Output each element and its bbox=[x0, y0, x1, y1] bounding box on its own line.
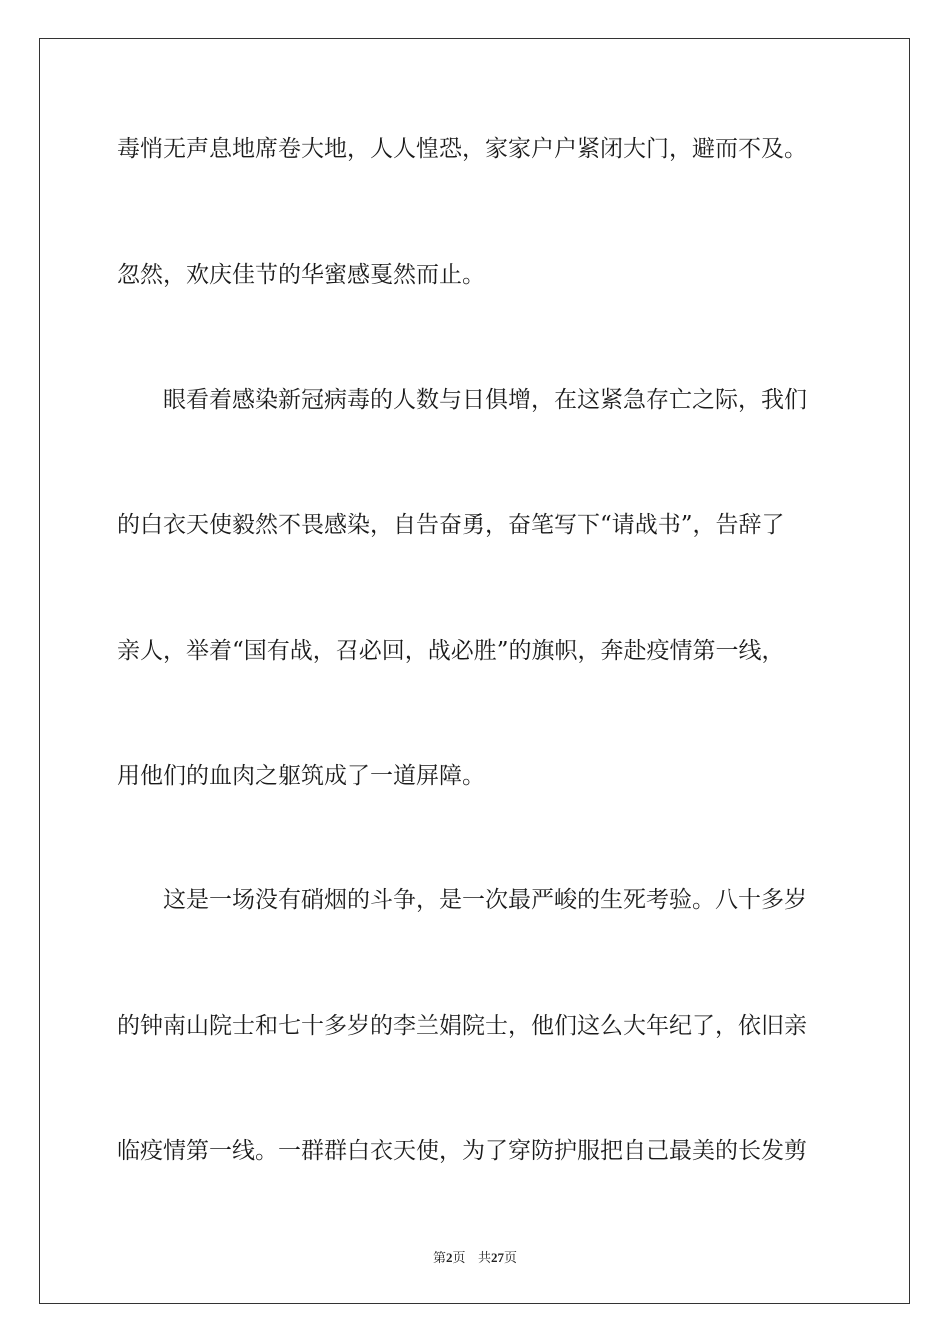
total-suffix: 页 bbox=[503, 1251, 517, 1266]
total-prefix: 共 bbox=[477, 1251, 491, 1266]
text-line: 眼看着感染新冠病毒的人数与日俱增，在这紧急存亡之际，我们 bbox=[117, 387, 807, 413]
text-line: 的钟南山院士和七十多岁的李兰娟院士，他们这么大年纪了，依旧亲 bbox=[117, 1013, 807, 1039]
text-line: 亲人，举着“国有战，召必回，战必胜”的旗帜，奔赴疫情第一线， bbox=[117, 638, 785, 664]
page-border bbox=[39, 38, 910, 1304]
text-line: 忽然，欢庆佳节的华蜜感戛然而止。 bbox=[117, 262, 485, 288]
text-line: 毒悄无声息地席卷大地，人人惶恐，家家户户紧闭大门，避而不及。 bbox=[117, 136, 807, 162]
text-line: 的白衣天使毅然不畏感染，自告奋勇，奋笔写下“请战书”，告辞了 bbox=[117, 512, 785, 538]
total-pages: 27 bbox=[490, 1250, 504, 1265]
page-footer bbox=[0, 1247, 950, 1266]
page-suffix: 页 bbox=[452, 1251, 466, 1266]
page-number: 2 bbox=[446, 1250, 453, 1265]
text-line: 临疫情第一线。一群群白衣天使，为了穿防护服把自己最美的长发剪 bbox=[117, 1138, 807, 1164]
text-line: 这是一场没有硝烟的斗争，是一次最严峻的生死考验。八十多岁 bbox=[117, 887, 807, 913]
text-line: 用他们的血肉之躯筑成了一道屏障。 bbox=[117, 763, 485, 789]
page-prefix: 第 bbox=[433, 1251, 447, 1266]
